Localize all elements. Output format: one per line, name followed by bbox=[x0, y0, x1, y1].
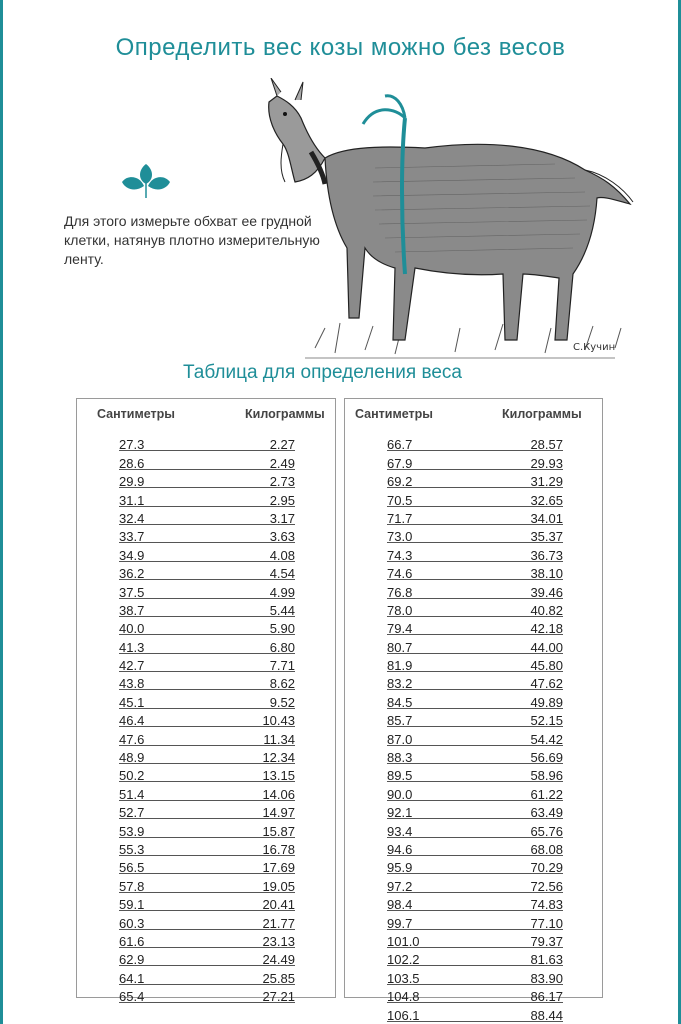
kg-value: 16.78 bbox=[262, 841, 295, 857]
table-row bbox=[119, 690, 295, 708]
artist-signature: С.Кучин bbox=[573, 342, 616, 353]
cm-value: 29.9 bbox=[119, 474, 145, 490]
table-row bbox=[387, 617, 563, 635]
goat-illustration bbox=[255, 78, 640, 363]
table-row bbox=[387, 893, 563, 911]
kg-value: 83.90 bbox=[530, 970, 563, 986]
cm-value: 81.9 bbox=[387, 658, 413, 674]
cm-value: 64.1 bbox=[119, 970, 145, 986]
cm-value: 51.4 bbox=[119, 786, 145, 802]
cm-value: 59.1 bbox=[119, 897, 145, 913]
cm-value: 79.4 bbox=[387, 621, 413, 637]
kg-value: 79.37 bbox=[530, 933, 563, 949]
intro-text: Для этого измерьте обхват ее грудной клетки, натянув плотно измерительную ленту. bbox=[64, 213, 320, 267]
table-row bbox=[119, 856, 295, 874]
cm-value: 99.7 bbox=[387, 915, 413, 931]
table-row bbox=[387, 874, 563, 892]
table-row bbox=[387, 433, 563, 451]
page-title: Определить вес козы можно без весов bbox=[115, 34, 566, 61]
table-row bbox=[119, 525, 295, 543]
rows-right bbox=[345, 433, 602, 1022]
kg-value: 47.62 bbox=[530, 676, 563, 692]
cm-value: 61.6 bbox=[119, 933, 145, 949]
kg-value: 4.08 bbox=[269, 547, 295, 563]
kg-value: 40.82 bbox=[530, 602, 563, 618]
table-row bbox=[387, 764, 563, 782]
cm-value: 74.6 bbox=[387, 566, 413, 582]
cm-value: 69.2 bbox=[387, 474, 413, 490]
table-row bbox=[119, 672, 295, 690]
kg-value: 54.42 bbox=[530, 731, 563, 747]
kg-value: 72.56 bbox=[530, 878, 563, 894]
table-row bbox=[119, 746, 295, 764]
cm-value: 60.3 bbox=[119, 915, 145, 931]
cm-value: 42.7 bbox=[119, 658, 145, 674]
kg-value: 70.29 bbox=[530, 860, 563, 876]
kg-value: 4.54 bbox=[269, 566, 295, 582]
leaf-icon bbox=[120, 160, 172, 200]
kg-value: 2.27 bbox=[269, 437, 295, 453]
table-row bbox=[387, 1003, 563, 1021]
header-kg: Килограммы bbox=[245, 407, 325, 421]
cm-value: 48.9 bbox=[119, 750, 145, 766]
cm-value: 98.4 bbox=[387, 897, 413, 913]
table-row bbox=[119, 966, 295, 984]
kg-value: 42.18 bbox=[530, 621, 563, 637]
kg-value: 34.01 bbox=[530, 510, 563, 526]
cm-value: 97.2 bbox=[387, 878, 413, 894]
table-row bbox=[387, 580, 563, 598]
cm-value: 31.1 bbox=[119, 492, 145, 508]
table-row bbox=[387, 451, 563, 469]
kg-value: 10.43 bbox=[262, 713, 295, 729]
cm-value: 85.7 bbox=[387, 713, 413, 729]
weight-table-right bbox=[344, 398, 603, 1023]
cm-value: 74.3 bbox=[387, 547, 413, 563]
weight-table-left bbox=[76, 398, 336, 1005]
kg-value: 25.85 bbox=[262, 970, 295, 986]
cm-value: 27.3 bbox=[119, 437, 145, 453]
kg-value: 23.13 bbox=[262, 933, 295, 949]
cm-value: 52.7 bbox=[119, 805, 145, 821]
cm-value: 57.8 bbox=[119, 878, 145, 894]
table-row bbox=[119, 654, 295, 672]
table-row bbox=[387, 985, 563, 1003]
table-row bbox=[119, 599, 295, 617]
kg-value: 9.52 bbox=[269, 694, 295, 710]
table-row bbox=[119, 819, 295, 837]
kg-value: 2.73 bbox=[269, 474, 295, 490]
cm-value: 67.9 bbox=[387, 455, 413, 471]
table-row bbox=[119, 507, 295, 525]
table-row bbox=[387, 727, 563, 745]
table-row bbox=[387, 654, 563, 672]
cm-value: 89.5 bbox=[387, 768, 413, 784]
cm-value: 38.7 bbox=[119, 602, 145, 618]
table-row bbox=[387, 672, 563, 690]
kg-value: 6.80 bbox=[269, 639, 295, 655]
kg-value: 63.49 bbox=[530, 805, 563, 821]
table-row bbox=[119, 801, 295, 819]
kg-value: 19.05 bbox=[262, 878, 295, 894]
cm-value: 47.6 bbox=[119, 731, 145, 747]
cm-value: 32.4 bbox=[119, 510, 145, 526]
kg-value: 2.95 bbox=[269, 492, 295, 508]
cm-value: 66.7 bbox=[387, 437, 413, 453]
table-row bbox=[387, 838, 563, 856]
kg-value: 58.96 bbox=[530, 768, 563, 784]
kg-value: 7.71 bbox=[269, 658, 295, 674]
cm-value: 28.6 bbox=[119, 455, 145, 471]
kg-value: 86.17 bbox=[530, 989, 563, 1005]
cm-value: 37.5 bbox=[119, 584, 145, 600]
kg-value: 14.06 bbox=[262, 786, 295, 802]
cm-value: 95.9 bbox=[387, 860, 413, 876]
cm-value: 83.2 bbox=[387, 676, 413, 692]
table-row bbox=[119, 838, 295, 856]
cm-value: 43.8 bbox=[119, 676, 145, 692]
kg-value: 68.08 bbox=[530, 841, 563, 857]
cm-value: 56.5 bbox=[119, 860, 145, 876]
cm-value: 45.1 bbox=[119, 694, 145, 710]
cm-value: 102.2 bbox=[387, 952, 420, 968]
kg-value: 77.10 bbox=[530, 915, 563, 931]
cm-value: 36.2 bbox=[119, 566, 145, 582]
table-row bbox=[387, 819, 563, 837]
kg-value: 35.37 bbox=[530, 529, 563, 545]
cm-value: 78.0 bbox=[387, 602, 413, 618]
table-row bbox=[119, 727, 295, 745]
table-row bbox=[119, 617, 295, 635]
kg-value: 28.57 bbox=[530, 437, 563, 453]
kg-value: 20.41 bbox=[262, 897, 295, 913]
cm-value: 90.0 bbox=[387, 786, 413, 802]
kg-value: 2.49 bbox=[269, 455, 295, 471]
kg-value: 24.49 bbox=[262, 952, 295, 968]
kg-value: 61.22 bbox=[530, 786, 563, 802]
table-row bbox=[119, 782, 295, 800]
kg-value: 4.99 bbox=[269, 584, 295, 600]
table-row bbox=[119, 874, 295, 892]
kg-value: 44.00 bbox=[530, 639, 563, 655]
header-cm: Сантиметры bbox=[355, 407, 433, 421]
kg-value: 21.77 bbox=[262, 915, 295, 931]
kg-value: 15.87 bbox=[262, 823, 295, 839]
kg-value: 27.21 bbox=[262, 989, 295, 1005]
table-row bbox=[387, 488, 563, 506]
table-row bbox=[119, 985, 295, 1003]
kg-value: 65.76 bbox=[530, 823, 563, 839]
cm-value: 103.5 bbox=[387, 970, 420, 986]
cm-value: 88.3 bbox=[387, 750, 413, 766]
cm-value: 40.0 bbox=[119, 621, 145, 637]
cm-value: 84.5 bbox=[387, 694, 413, 710]
kg-value: 11.34 bbox=[263, 731, 295, 747]
table-row bbox=[387, 930, 563, 948]
kg-value: 5.44 bbox=[269, 602, 295, 618]
table-row bbox=[119, 893, 295, 911]
table-row bbox=[387, 746, 563, 764]
table-row bbox=[119, 948, 295, 966]
kg-value: 74.83 bbox=[530, 897, 563, 913]
cm-value: 46.4 bbox=[119, 713, 145, 729]
kg-value: 14.97 bbox=[262, 805, 295, 821]
kg-value: 36.73 bbox=[530, 547, 563, 563]
kg-value: 31.29 bbox=[530, 474, 563, 490]
cm-value: 76.8 bbox=[387, 584, 413, 600]
table-row bbox=[119, 911, 295, 929]
header-cm: Сантиметры bbox=[97, 407, 175, 421]
cm-value: 34.9 bbox=[119, 547, 145, 563]
table-row bbox=[387, 543, 563, 561]
kg-value: 29.93 bbox=[530, 455, 563, 471]
cm-value: 71.7 bbox=[387, 510, 413, 526]
table-row bbox=[119, 562, 295, 580]
table-title: Таблица для определения веса bbox=[183, 362, 462, 383]
kg-value: 17.69 bbox=[262, 860, 295, 876]
kg-value: 5.90 bbox=[269, 621, 295, 637]
table-row bbox=[387, 856, 563, 874]
table-row bbox=[387, 948, 563, 966]
cm-value: 101.0 bbox=[387, 933, 420, 949]
cm-value: 70.5 bbox=[387, 492, 413, 508]
cm-value: 65.4 bbox=[119, 989, 145, 1005]
table-row bbox=[119, 635, 295, 653]
table-row bbox=[387, 599, 563, 617]
table-row bbox=[387, 966, 563, 984]
table-row bbox=[387, 782, 563, 800]
cm-value: 53.9 bbox=[119, 823, 145, 839]
kg-value: 8.62 bbox=[269, 676, 295, 692]
table-row bbox=[387, 562, 563, 580]
kg-value: 38.10 bbox=[530, 566, 563, 582]
table-row bbox=[387, 709, 563, 727]
table-row bbox=[387, 525, 563, 543]
table-row bbox=[119, 488, 295, 506]
kg-value: 13.15 bbox=[262, 768, 295, 784]
kg-value: 81.63 bbox=[530, 952, 563, 968]
cm-value: 106.1 bbox=[387, 1007, 420, 1023]
table-row bbox=[387, 507, 563, 525]
cm-value: 93.4 bbox=[387, 823, 413, 839]
table-row bbox=[119, 543, 295, 561]
cm-value: 104.8 bbox=[387, 989, 420, 1005]
table-row bbox=[387, 690, 563, 708]
table-row bbox=[119, 930, 295, 948]
cm-value: 50.2 bbox=[119, 768, 145, 784]
kg-value: 88.44 bbox=[530, 1007, 563, 1023]
table-row bbox=[387, 911, 563, 929]
table-row bbox=[119, 709, 295, 727]
kg-value: 32.65 bbox=[530, 492, 563, 508]
header-kg: Килограммы bbox=[502, 407, 582, 421]
cm-value: 73.0 bbox=[387, 529, 413, 545]
table-row bbox=[119, 451, 295, 469]
cm-value: 92.1 bbox=[387, 805, 413, 821]
kg-value: 39.46 bbox=[530, 584, 563, 600]
kg-value: 12.34 bbox=[262, 750, 295, 766]
table-row bbox=[119, 580, 295, 598]
cm-value: 87.0 bbox=[387, 731, 413, 747]
cm-value: 80.7 bbox=[387, 639, 413, 655]
cm-value: 33.7 bbox=[119, 529, 145, 545]
table-row bbox=[387, 470, 563, 488]
kg-value: 3.63 bbox=[269, 529, 295, 545]
rows-left bbox=[77, 433, 335, 1003]
table-row bbox=[119, 470, 295, 488]
cm-value: 62.9 bbox=[119, 952, 145, 968]
cm-value: 94.6 bbox=[387, 841, 413, 857]
kg-value: 49.89 bbox=[530, 694, 563, 710]
kg-value: 52.15 bbox=[530, 713, 563, 729]
table-row bbox=[387, 635, 563, 653]
table-row bbox=[119, 764, 295, 782]
kg-value: 45.80 bbox=[530, 658, 563, 674]
kg-value: 3.17 bbox=[269, 510, 295, 526]
cm-value: 41.3 bbox=[119, 639, 145, 655]
table-row bbox=[387, 801, 563, 819]
table-row bbox=[119, 433, 295, 451]
cm-value: 55.3 bbox=[119, 841, 145, 857]
kg-value: 56.69 bbox=[530, 750, 563, 766]
